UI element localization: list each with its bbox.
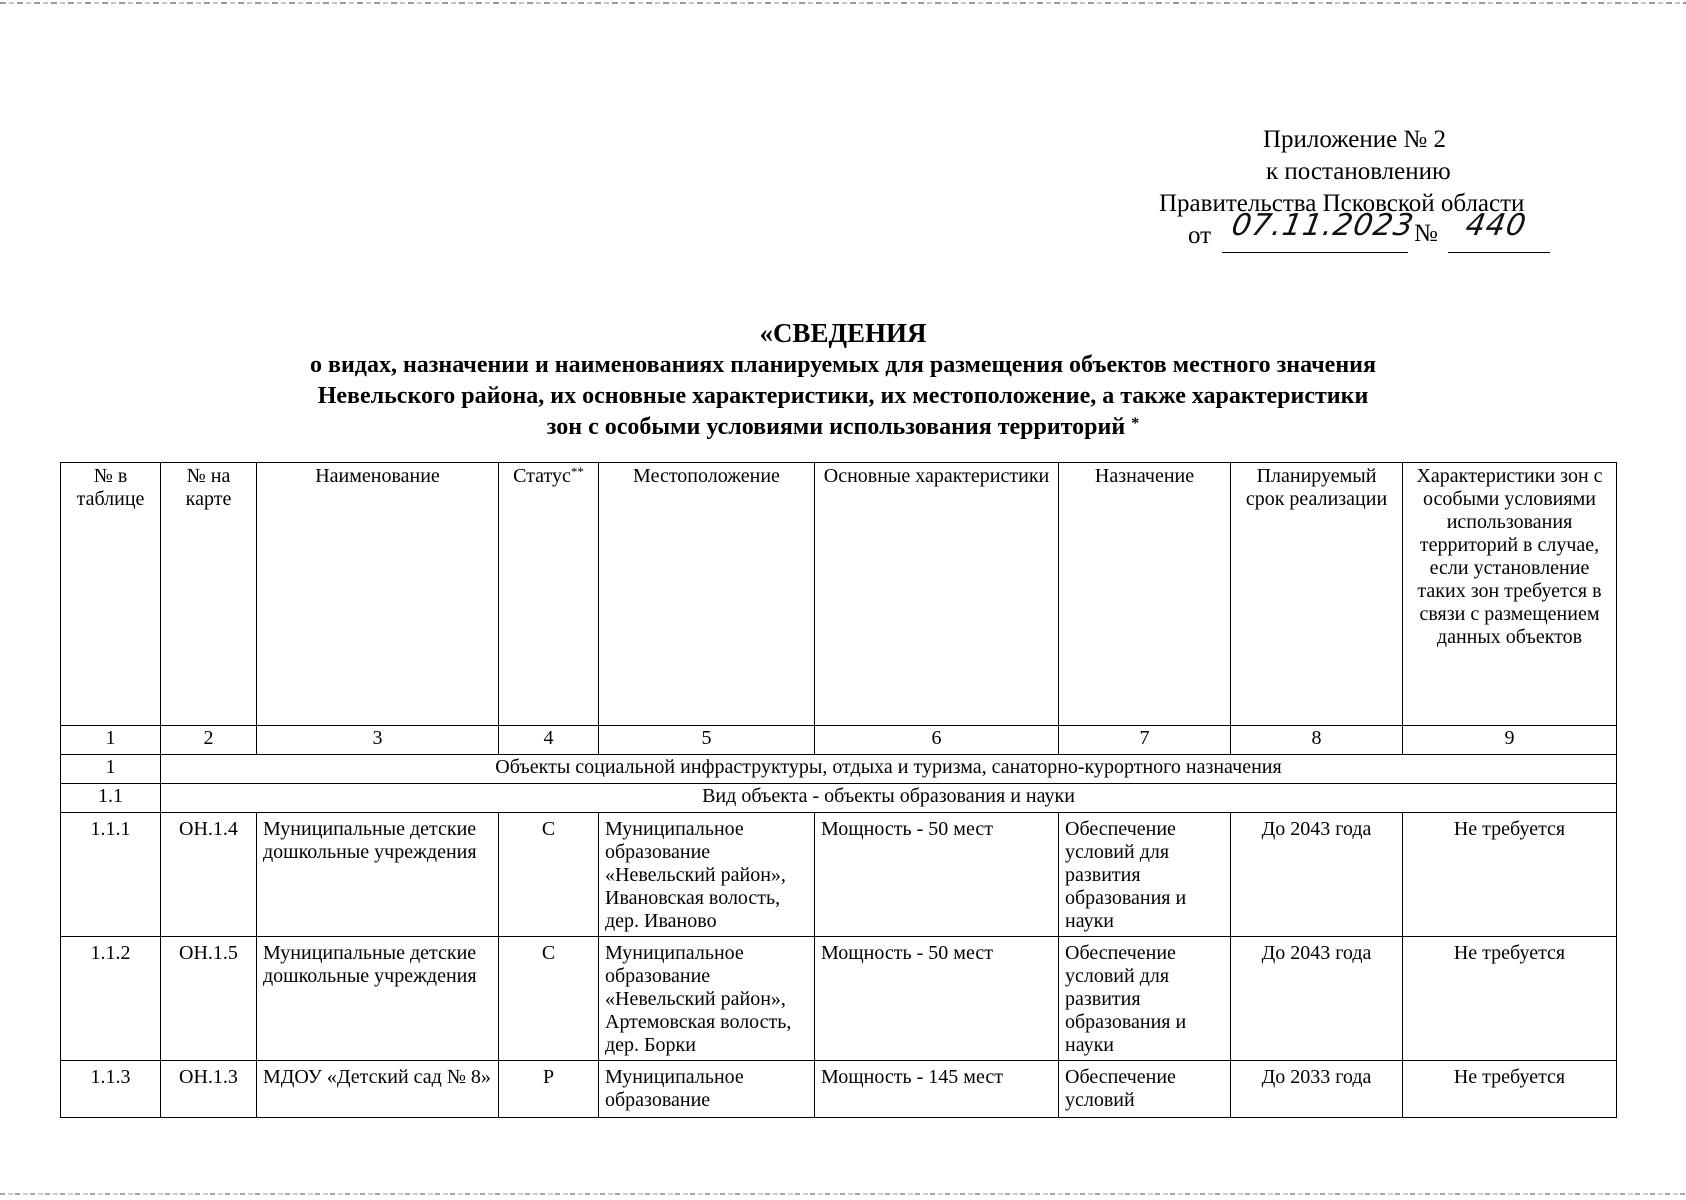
title-main: «СВЕДЕНИЯ bbox=[759, 318, 927, 348]
header-cell: Основные характеристики bbox=[815, 463, 1059, 726]
cell-zones: Не требуется bbox=[1403, 937, 1617, 1061]
cell-location: Муниципальное образование «Невельский район», Ивановская волость, дер. Иваново bbox=[599, 813, 815, 937]
section-row bbox=[61, 784, 1617, 813]
header-cell: Планируемый срок реализации bbox=[1231, 463, 1403, 726]
column-number: 6 bbox=[815, 726, 1059, 755]
table-row bbox=[61, 1061, 1617, 1118]
title-line-3-wrap bbox=[0, 412, 1686, 443]
cell-status: Р bbox=[499, 1061, 599, 1118]
column-number: 2 bbox=[161, 726, 257, 755]
cell-term: До 2033 года bbox=[1231, 1061, 1403, 1118]
cell-characteristics: Мощность - 50 мест bbox=[815, 937, 1059, 1061]
column-number: 1 bbox=[61, 726, 161, 755]
cell-name: Муниципальные детские дошкольные учреждения bbox=[257, 813, 499, 937]
scan-edge-bottom bbox=[0, 1193, 1686, 1195]
cell-purpose: Обеспечение условий для развития образования и науки bbox=[1059, 813, 1231, 937]
title-line-3: зон с особыми условиями использования территорий bbox=[546, 414, 1126, 440]
header-cell: Местоположение bbox=[599, 463, 815, 726]
header-cell: Характеристики зон с особыми условиями использования территорий в случае, если установление таких зон требуется в связи с размещением данных объектов bbox=[1403, 463, 1617, 726]
cell-characteristics: Мощность - 50 мест bbox=[815, 813, 1059, 937]
column-number: 9 bbox=[1403, 726, 1617, 755]
section-title: Вид объекта - объекты образования и науки bbox=[161, 784, 1617, 813]
table-row bbox=[61, 813, 1617, 937]
handwritten-number: 440 bbox=[1462, 208, 1530, 243]
cell-name: МДОУ «Детский сад № 8» bbox=[257, 1061, 499, 1118]
cell-location: Муниципальное образование bbox=[599, 1061, 815, 1118]
document-title bbox=[0, 316, 1686, 443]
cell-map: ОН.1.3 bbox=[161, 1061, 257, 1118]
cell-number: 1.1.3 bbox=[61, 1061, 161, 1118]
cell-number: 1.1.2 bbox=[61, 937, 161, 1061]
cell-term: До 2043 года bbox=[1231, 813, 1403, 937]
column-number: 8 bbox=[1231, 726, 1403, 755]
cell-zones: Не требуется bbox=[1403, 1061, 1617, 1118]
handwritten-date: 07.11.2023 bbox=[1228, 208, 1417, 243]
number-sign: № bbox=[1414, 220, 1438, 247]
scan-edge-top bbox=[0, 2, 1686, 4]
cell-location: Муниципальное образование «Невельский район», Артемовская волость, дер. Борки bbox=[599, 937, 815, 1061]
appendix-line-3: Правительства Псковской области bbox=[1159, 190, 1525, 217]
cell-term: До 2043 года bbox=[1231, 937, 1403, 1061]
header-cell: Наименование bbox=[257, 463, 499, 726]
status-footnote-mark: ** bbox=[570, 464, 584, 479]
cell-purpose: Обеспечение условий bbox=[1059, 1061, 1231, 1118]
column-number: 3 bbox=[257, 726, 499, 755]
cell-status: С bbox=[499, 813, 599, 937]
objects-table bbox=[60, 462, 1617, 1118]
cell-map: ОН.1.5 bbox=[161, 937, 257, 1061]
header-cell-status bbox=[499, 463, 599, 726]
table-header-row bbox=[61, 463, 1617, 726]
column-number: 5 bbox=[599, 726, 815, 755]
date-prefix: от bbox=[1188, 222, 1212, 249]
header-cell: Назначение bbox=[1059, 463, 1231, 726]
appendix-line-2: к постановлению bbox=[1266, 158, 1451, 185]
section-row bbox=[61, 755, 1617, 784]
column-number: 7 bbox=[1059, 726, 1231, 755]
column-number: 4 bbox=[499, 726, 599, 755]
cell-status: С bbox=[499, 937, 599, 1061]
cell-number: 1.1.1 bbox=[61, 813, 161, 937]
section-number: 1 bbox=[61, 755, 161, 784]
section-title: Объекты социальной инфраструктуры, отдыха и туризма, санаторно-курортного назначения bbox=[161, 755, 1617, 784]
footnote-mark: * bbox=[1131, 415, 1140, 432]
header-status-label: Статус bbox=[513, 465, 571, 487]
cell-zones: Не требуется bbox=[1403, 813, 1617, 937]
cell-name: Муниципальные детские дошкольные учреждения bbox=[257, 937, 499, 1061]
appendix-line-1: Приложение № 2 bbox=[1263, 126, 1447, 153]
cell-map: ОН.1.4 bbox=[161, 813, 257, 937]
title-line-1: о видах, назначении и наименованиях планируемых для размещения объектов местного значения bbox=[310, 352, 1376, 378]
cell-purpose: Обеспечение условий для развития образования и науки bbox=[1059, 937, 1231, 1061]
cell-characteristics: Мощность - 145 мест bbox=[815, 1061, 1059, 1118]
header-cell: № на карте bbox=[161, 463, 257, 726]
title-line-2: Невельского района, их основные характеристики, их местоположение, а также характеристики bbox=[317, 383, 1369, 409]
table-row bbox=[61, 937, 1617, 1061]
column-number-row bbox=[61, 726, 1617, 755]
header-cell: № в таблице bbox=[61, 463, 161, 726]
section-number: 1.1 bbox=[61, 784, 161, 813]
